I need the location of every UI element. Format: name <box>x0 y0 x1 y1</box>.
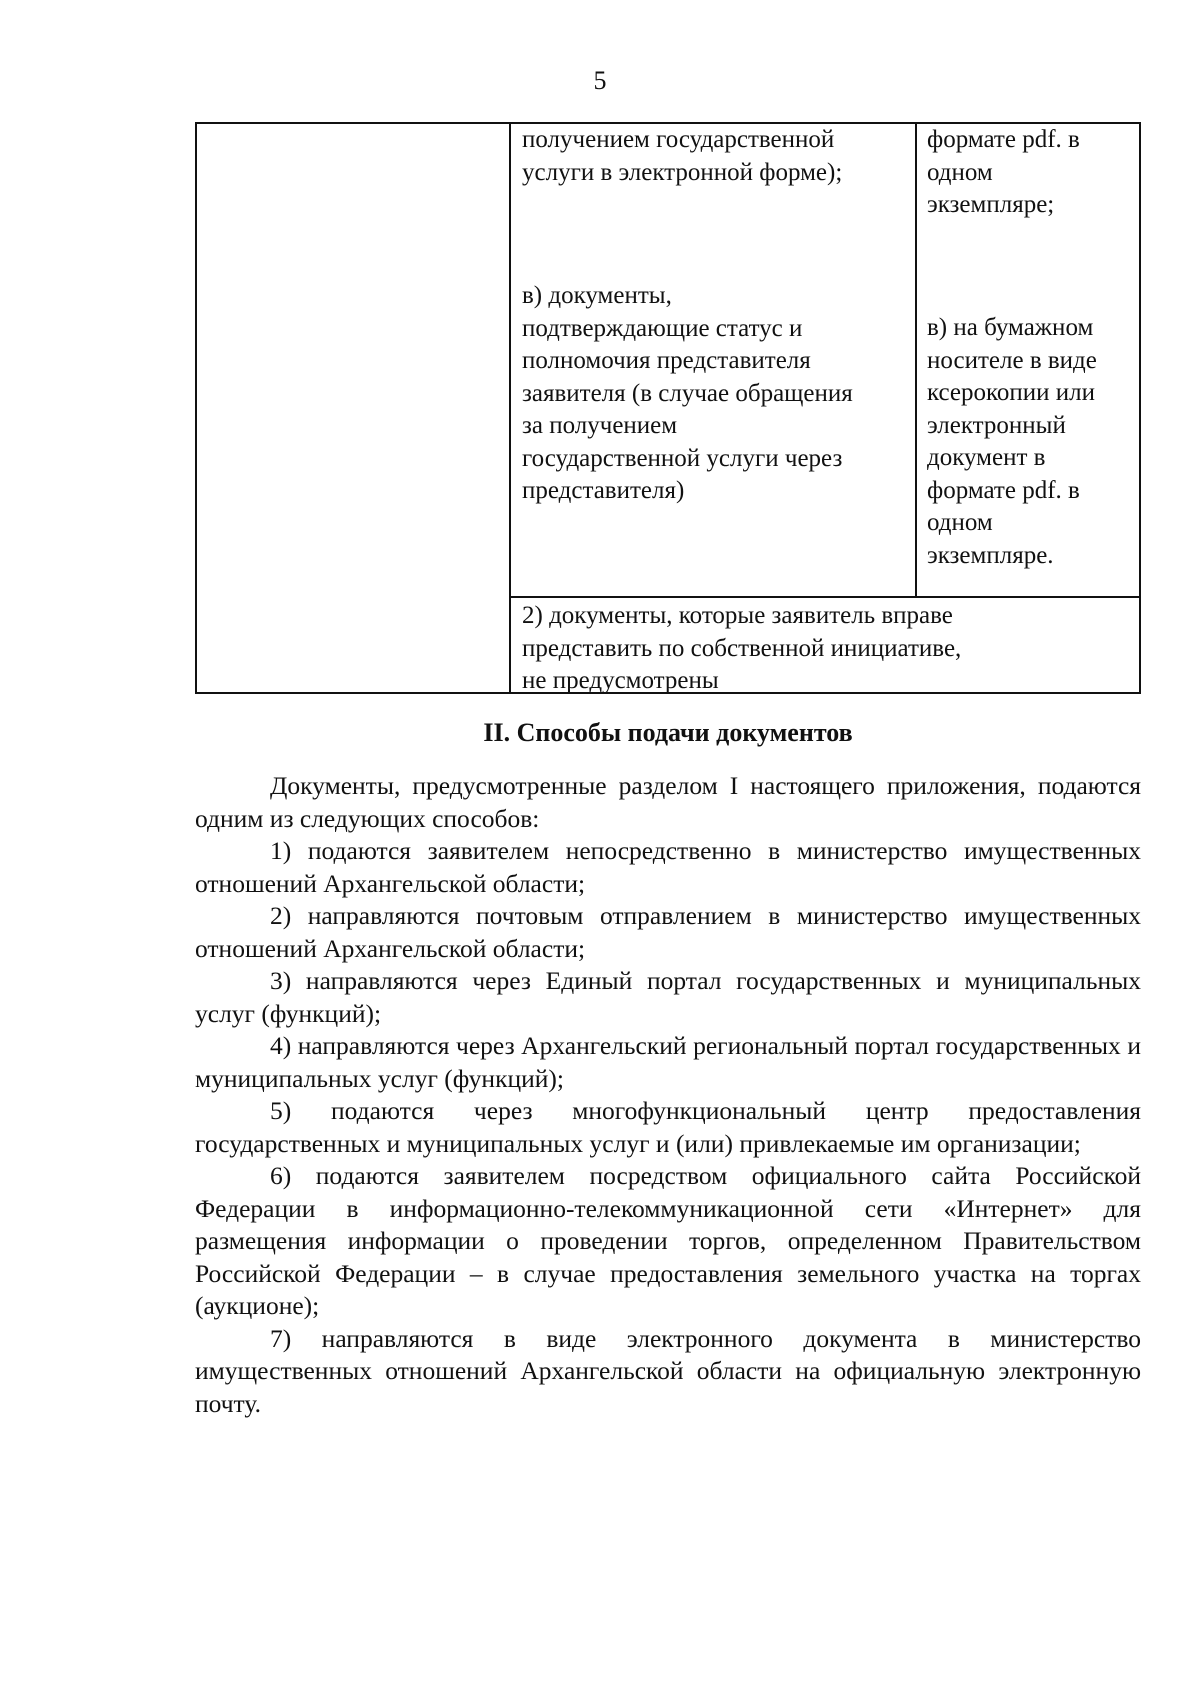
section-title: II. Способы подачи документов <box>483 718 853 747</box>
table-divider <box>509 596 1141 598</box>
documents-table <box>195 122 1141 694</box>
paragraph-intro: Документы, предусмотренные разделом I настоящего приложения, подаются одним из следующих способов: <box>195 771 1141 833</box>
list-item: 2) направляются почтовым отправлением в министерство имущественных отношений Архангельской области; <box>195 901 1141 963</box>
table-divider <box>915 124 917 596</box>
list-item: 3) направляются через Единый портал государственных и муниципальных услуг (функций); <box>195 966 1141 1028</box>
section-body <box>195 770 1141 1420</box>
list-item: 4) направляются через Архангельский региональный портал государственных и муниципальных услуг (функций); <box>195 1031 1141 1093</box>
list-item: 7) направляются в виде электронного документа в министерство имущественных отношений Архангельской области на официальную электронную почту. <box>195 1323 1141 1418</box>
table-cell-item-2: 2) документы, которые заявитель вправе представить по собственной инициативе, не предусмотрены <box>522 602 962 694</box>
page-number: 5 <box>593 66 607 95</box>
table-cell-format-v: в) на бумажном носителе в виде ксерокопии или электронный документ в формате pdf. в одном экземпляре. <box>927 314 1097 569</box>
list-item: 6) подаются заявителем посредством официального сайта Российской Федерации в информационно-телекоммуникационной сети «Интернет» для размещения информации о проведении торгов, определенном Правительством Российской Федерации – в случае предоставления земельного участка на торгах (аукционе); <box>195 1161 1141 1320</box>
table-cell-document-continued: получением государственной услуги в электронной форме); <box>522 126 843 186</box>
table-cell-document-v: в) документы, подтверждающие статус и полномочия представителя заявителя (в случае обращения за получением государственной услуги через представителя) <box>522 282 853 504</box>
table-divider <box>509 124 511 694</box>
list-item: 5) подаются через многофункциональный центр предоставления государственных и муниципальных услуг и (или) привлекаемые им организации; <box>195 1096 1141 1158</box>
table-cell-format-continued: формате pdf. в одном экземпляре; <box>927 126 1080 218</box>
list-item: 1) подаются заявителем непосредственно в министерство имущественных отношений Архангельской области; <box>195 836 1141 898</box>
